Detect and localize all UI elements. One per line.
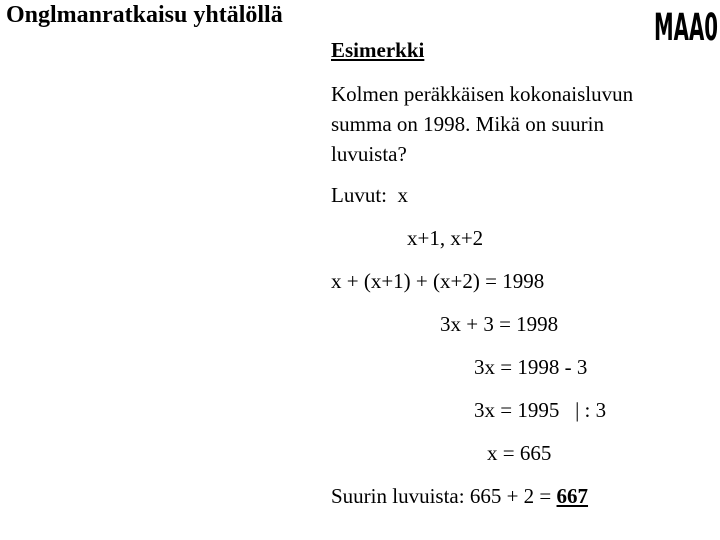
numbers-label: Luvut: x [331,183,408,207]
answer-prefix: Suurin luvuista: 665 + 2 = [331,484,557,508]
svg-text:MAA0: MAA0 [654,4,718,46]
slide-title: Onglmanratkaisu yhtälöllä [6,2,283,28]
answer-value: 667 [556,484,589,508]
equation-step-4: 3x = 1995 | : 3 [474,398,607,422]
equation-step-1: x + (x+1) + (x+2) = 1998 [331,269,545,293]
answer-line [331,483,588,509]
equation-step-5: x = 665 [487,441,552,465]
problem-line-3: luvuista? [331,142,407,166]
numbers-rest: x+1, x+2 [407,226,484,250]
equation-step-3: 3x = 1998 - 3 [474,355,588,379]
example-heading: Esimerkki [331,38,425,62]
maa0-logo-graphic [652,0,720,46]
problem-line-2: summa on 1998. Mikä on suurin [331,112,604,136]
problem-line-1: Kolmen peräkkäisen kokonaisluvun [331,82,634,106]
maa0-logo [652,0,720,46]
equation-step-2: 3x + 3 = 1998 [440,312,559,336]
